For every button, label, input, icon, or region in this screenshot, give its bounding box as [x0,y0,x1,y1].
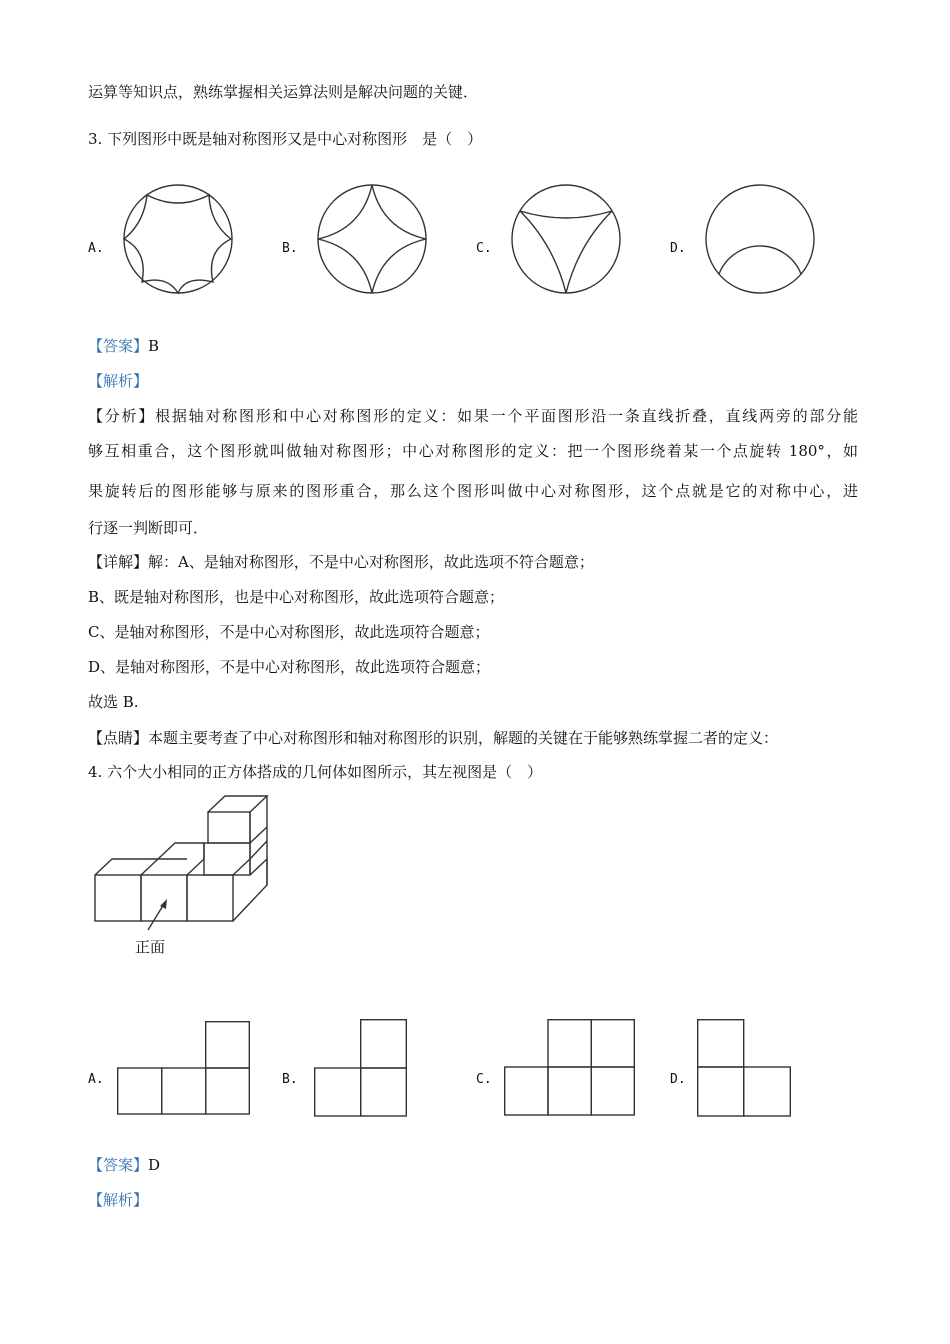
fenxi-text-1: 根据轴对称图形和中心对称图形的定义：如果一个平面图形沿一条直线折叠，直线两旁的部分能 [155,407,858,425]
q3-figure-c [510,183,622,295]
q4-analysis-tag: 【解析】 [88,1191,149,1209]
q4-front-label: 正面 [135,938,166,956]
dianjing-tag: 【点睛】 [88,729,149,747]
answer-value: D [148,1156,161,1174]
q3-fenxi-line-3: 果旋转后的图形能够与原来的图形重合，那么这个图形叫做中心对称图形，这个点就是它的对称中心，进 [88,482,858,500]
q4-figure-d [697,1019,791,1117]
q4-option-c-label: C. [476,1072,492,1087]
q3-detail-line-4: D、是轴对称图形，不是中心对称图形，故此选项符合题意； [88,658,491,676]
q3-conclusion: 故选 B. [88,693,139,711]
q3-figure-a [122,183,234,295]
detail-text-1: 解：A、是轴对称图形，不是中心对称图形，故此选项不符合题意； [148,553,594,571]
q3-fenxi-line-2: 够互相重合，这个图形就叫做轴对称图形；中心对称图形的定义：把一个图形绕着某一个点旋转 180°，如 [88,442,858,460]
q4-option-d-label: D. [670,1072,686,1087]
q3-option-b-label: B. [282,241,298,256]
dianjing-text: 本题主要考查了中心对称图形和轴对称图形的识别，解题的关键在于能够熟练掌握二者的定义： [148,729,779,747]
q4-figure-a [117,1021,250,1115]
q4-option-a-label: A. [88,1072,104,1087]
q3-detail-line-1 [88,552,594,572]
q3-question: 3. 下列图形中既是轴对称图形又是中心对称图形 是（ ） [88,130,483,148]
q4-figure-b [314,1019,407,1117]
q3-answer [88,336,159,356]
q3-option-d-label: D. [670,241,686,256]
q4-option-b-label: B. [282,1072,298,1087]
q3-fenxi-line-4: 行逐一判断即可． [88,519,209,537]
q4-question: 4. 六个大小相同的正方体搭成的几何体如图所示，其左视图是（ ） [88,763,543,781]
previous-analysis-tail: 运算等知识点，熟练掌握相关运算法则是解决问题的关键． [88,83,479,101]
q3-dianjing [88,728,778,748]
q3-detail-line-3: C、是轴对称图形，不是中心对称图形，故此选项符合题意； [88,623,490,641]
q3-fenxi-line-1 [88,406,858,426]
q3-figure-d [704,183,816,295]
detail-tag: 【详解】 [88,553,149,571]
answer-value: B [148,337,160,355]
q4-figure-c [504,1019,635,1116]
fenxi-tag: 【分析】 [88,407,156,425]
q3-figure-b [316,183,428,295]
q3-detail-line-2: B、既是轴对称图形，也是中心对称图形，故此选项符合题意； [88,588,505,606]
q3-analysis-tag: 【解析】 [88,372,149,390]
q3-option-c-label: C. [476,241,492,256]
answer-tag: 【答案】 [88,1156,149,1174]
q3-option-a-label: A. [88,241,104,256]
answer-tag: 【答案】 [88,337,149,355]
q4-answer [88,1155,160,1175]
q4-cube-figure [90,790,280,925]
